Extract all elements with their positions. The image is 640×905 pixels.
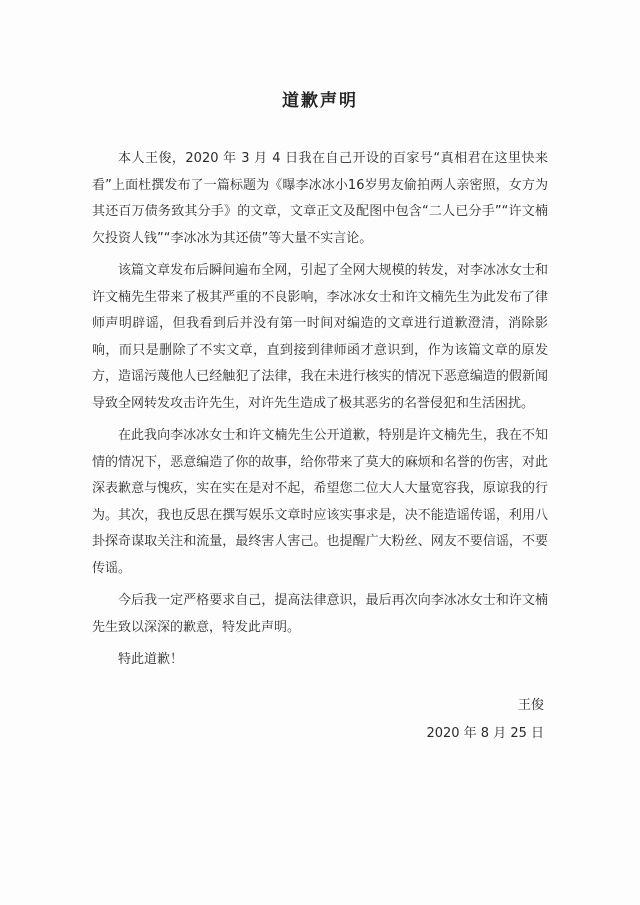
signature-date: 2020 年 8 月 25 日 xyxy=(426,726,544,741)
paragraph-closing: 特此道歉！ xyxy=(118,652,184,667)
document-body xyxy=(92,146,548,680)
signature-name: 王俊 xyxy=(517,698,544,713)
document-title: 道歉声明 xyxy=(282,91,358,111)
paragraph-1: 本人王俊，2020 年 3 月 4 日我在自己开设的百家号“真相君在这里快来看”上面杜撰发布了一篇标题为《曝李冰冰小16岁男友偷拍两人亲密照，女方为其还百万债务致其分手》的文章，文章正文及配图中包含“二人已分手”“许文楠欠投资人钱”“李冰冰为其还债”等大量不实言论。 xyxy=(92,151,548,246)
paragraph-2: 该篇文章发布后瞬间遍布全网，引起了全网大规模的转发，对李冰冰女士和许文楠先生带来了极其严重的不良影响，李冰冰女士和许文楠先生为此发布了律师声明辟谣，但我看到后并没有第一时间对编造的文章进行道歉澄清，消除影响，而只是删除了不实文章，直到接到律师函才意识到，作为该篇文章的原发方，造谣污蔑他人已经触犯了法律，我在未进行核实的情况下恶意编造的假新闻导致全网转发攻击许先生，对许先生造成了极其恶劣的名誉侵犯和生活困扰。 xyxy=(92,263,548,411)
paragraph-4: 今后我一定严格要求自己，提高法律意识，最后再次向李冰冰女士和许文楠先生致以深深的歉意，特发此声明。 xyxy=(92,593,548,635)
paragraph-3: 在此我向李冰冰女士和许文楠先生公开道歉，特别是许文楠先生，我在不知情的情况下，恶意编造了你的故事，给你带来了莫大的麻烦和名誉的伤害，对此深表歉意与愧疚，实在实在是对不起，希望您二位大人大量宽容我，原谅我的行为。其次，我也反思在撰写娱乐文章时应该实事求是，决不能造谣传谣，利用八卦探奇谋取关注和流量，最终害人害己。也提醒广大粉丝、网友不要信谣，不要传谣。 xyxy=(92,428,548,576)
